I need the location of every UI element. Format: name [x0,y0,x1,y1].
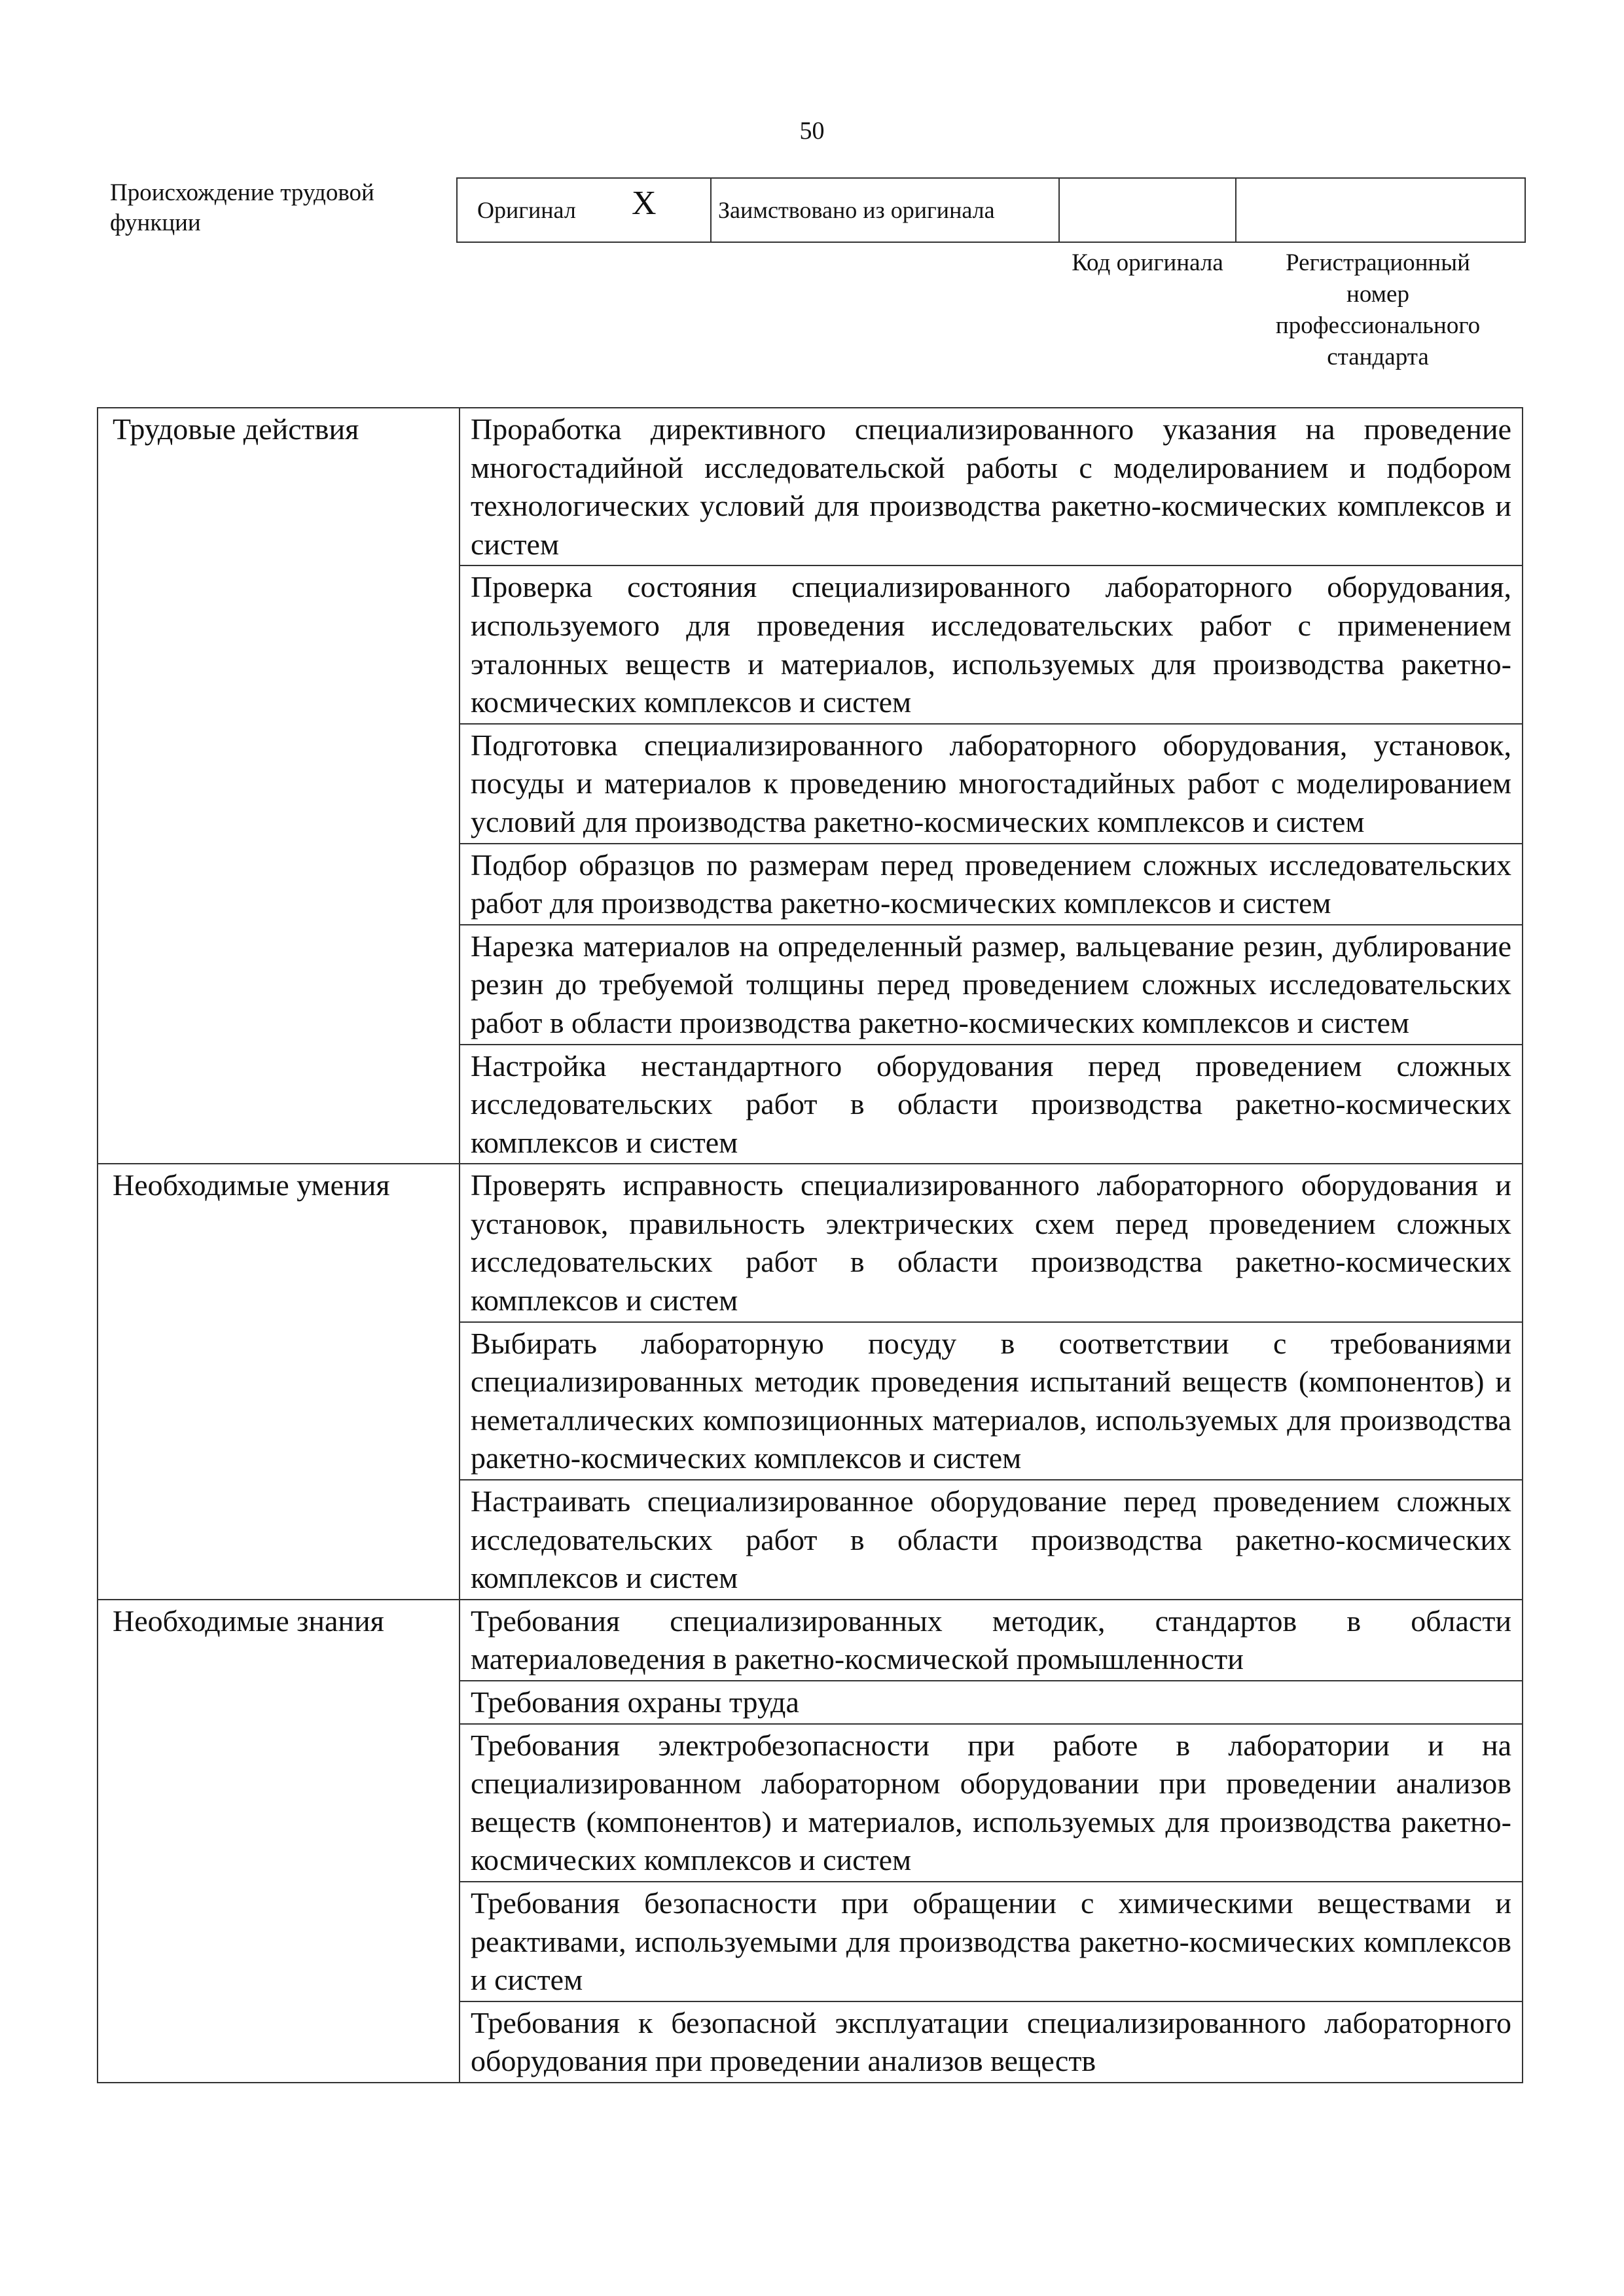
code-caption: Код оригинала [1072,249,1223,276]
category-cell: Необходимые знания [98,1600,460,2083]
item-cell: Подготовка специализированного лабораторного оборудования, установок, посуды и материалов к проведению многостадийных работ с моделированием условий для производства ракетно-космических комплексов и систем [460,724,1523,844]
code-cell [1059,178,1236,242]
origin-table [456,177,1526,243]
category-cell: Трудовые действия [98,408,460,1164]
item-cell: Требования специализированных методик, стандартов в области материаловедения в ракетно-космической промышленности [460,1600,1523,1681]
item-cell: Проработка директивного специализированного указания на проведение многостадийной исследовательской работы с моделированием и подбором технологических условий для производства ракетно-космических комплексов и систем [460,408,1523,565]
item-cell: Проверка состояния специализированного лабораторного оборудования, используемого для проведения исследовательских работ с применением эталонных веществ и материалов, используемых для производства ракетно-космических комплексов и систем [460,565,1523,723]
borrowed-label: Заимствовано из оригинала [718,197,995,223]
item-cell: Требования охраны труда [460,1681,1523,1724]
table-row [98,1164,1523,1321]
table-row [98,408,1523,565]
item-cell: Выбирать лабораторную посуду в соответствии с требованиями специализированных методик проведения испытаний веществ (компонентов) и неметаллических композиционных материалов, используемых для производства ракетно-космических комплексов и систем [460,1322,1523,1480]
item-cell: Настройка нестандартного оборудования перед проведением сложных исследовательских работ в области производства ракетно-космических комплексов и систем [460,1045,1523,1164]
main-table [97,407,1523,2083]
reg-number-cell [1236,178,1525,242]
item-cell: Требования безопасности при обращении с химическими веществами и реактивами, используемыми для производства ракетно-космических комплексов и систем [460,1882,1523,2001]
original-label: Оригинал [477,197,576,223]
category-cell: Необходимые умения [98,1164,460,1600]
item-cell: Требования к безопасной эксплуатации специализированного лабораторного оборудования при проведении анализов веществ [460,2001,1523,2083]
item-cell: Настраивать специализированное оборудование перед проведением сложных исследовательских работ в области производства ракетно-космических комплексов и систем [460,1480,1523,1600]
original-cell [457,178,711,242]
borrowed-cell [711,178,1059,242]
reg-number-caption: Регистрационный номер профессионального стандарта [1275,249,1481,370]
item-cell: Подбор образцов по размерам перед проведением сложных исследовательских работ для производства ракетно-космических комплексов и систем [460,844,1523,925]
page-number: 50 [799,117,825,145]
item-cell: Нарезка материалов на определенный размер, вальцевание резин, дублирование резин до требуемой толщины перед проведением сложных исследовательских работ в области производства ракетно-космических комплексов и систем [460,925,1523,1045]
original-mark: X [632,185,657,222]
origin-label: Происхождение трудовой функции [110,179,374,236]
table-row [98,1600,1523,1681]
item-cell: Требования электробезопасности при работе в лаборатории и на специализированном лабораторном оборудовании при проведении анализов веществ (компонентов) и материалов, используемых для производства ракетно-космических комплексов и систем [460,1724,1523,1882]
item-cell: Проверять исправность специализированного лабораторного оборудования и установок, правильность электрических схем перед проведением сложных исследовательских работ в области производства ракетно-космических комплексов и систем [460,1164,1523,1321]
